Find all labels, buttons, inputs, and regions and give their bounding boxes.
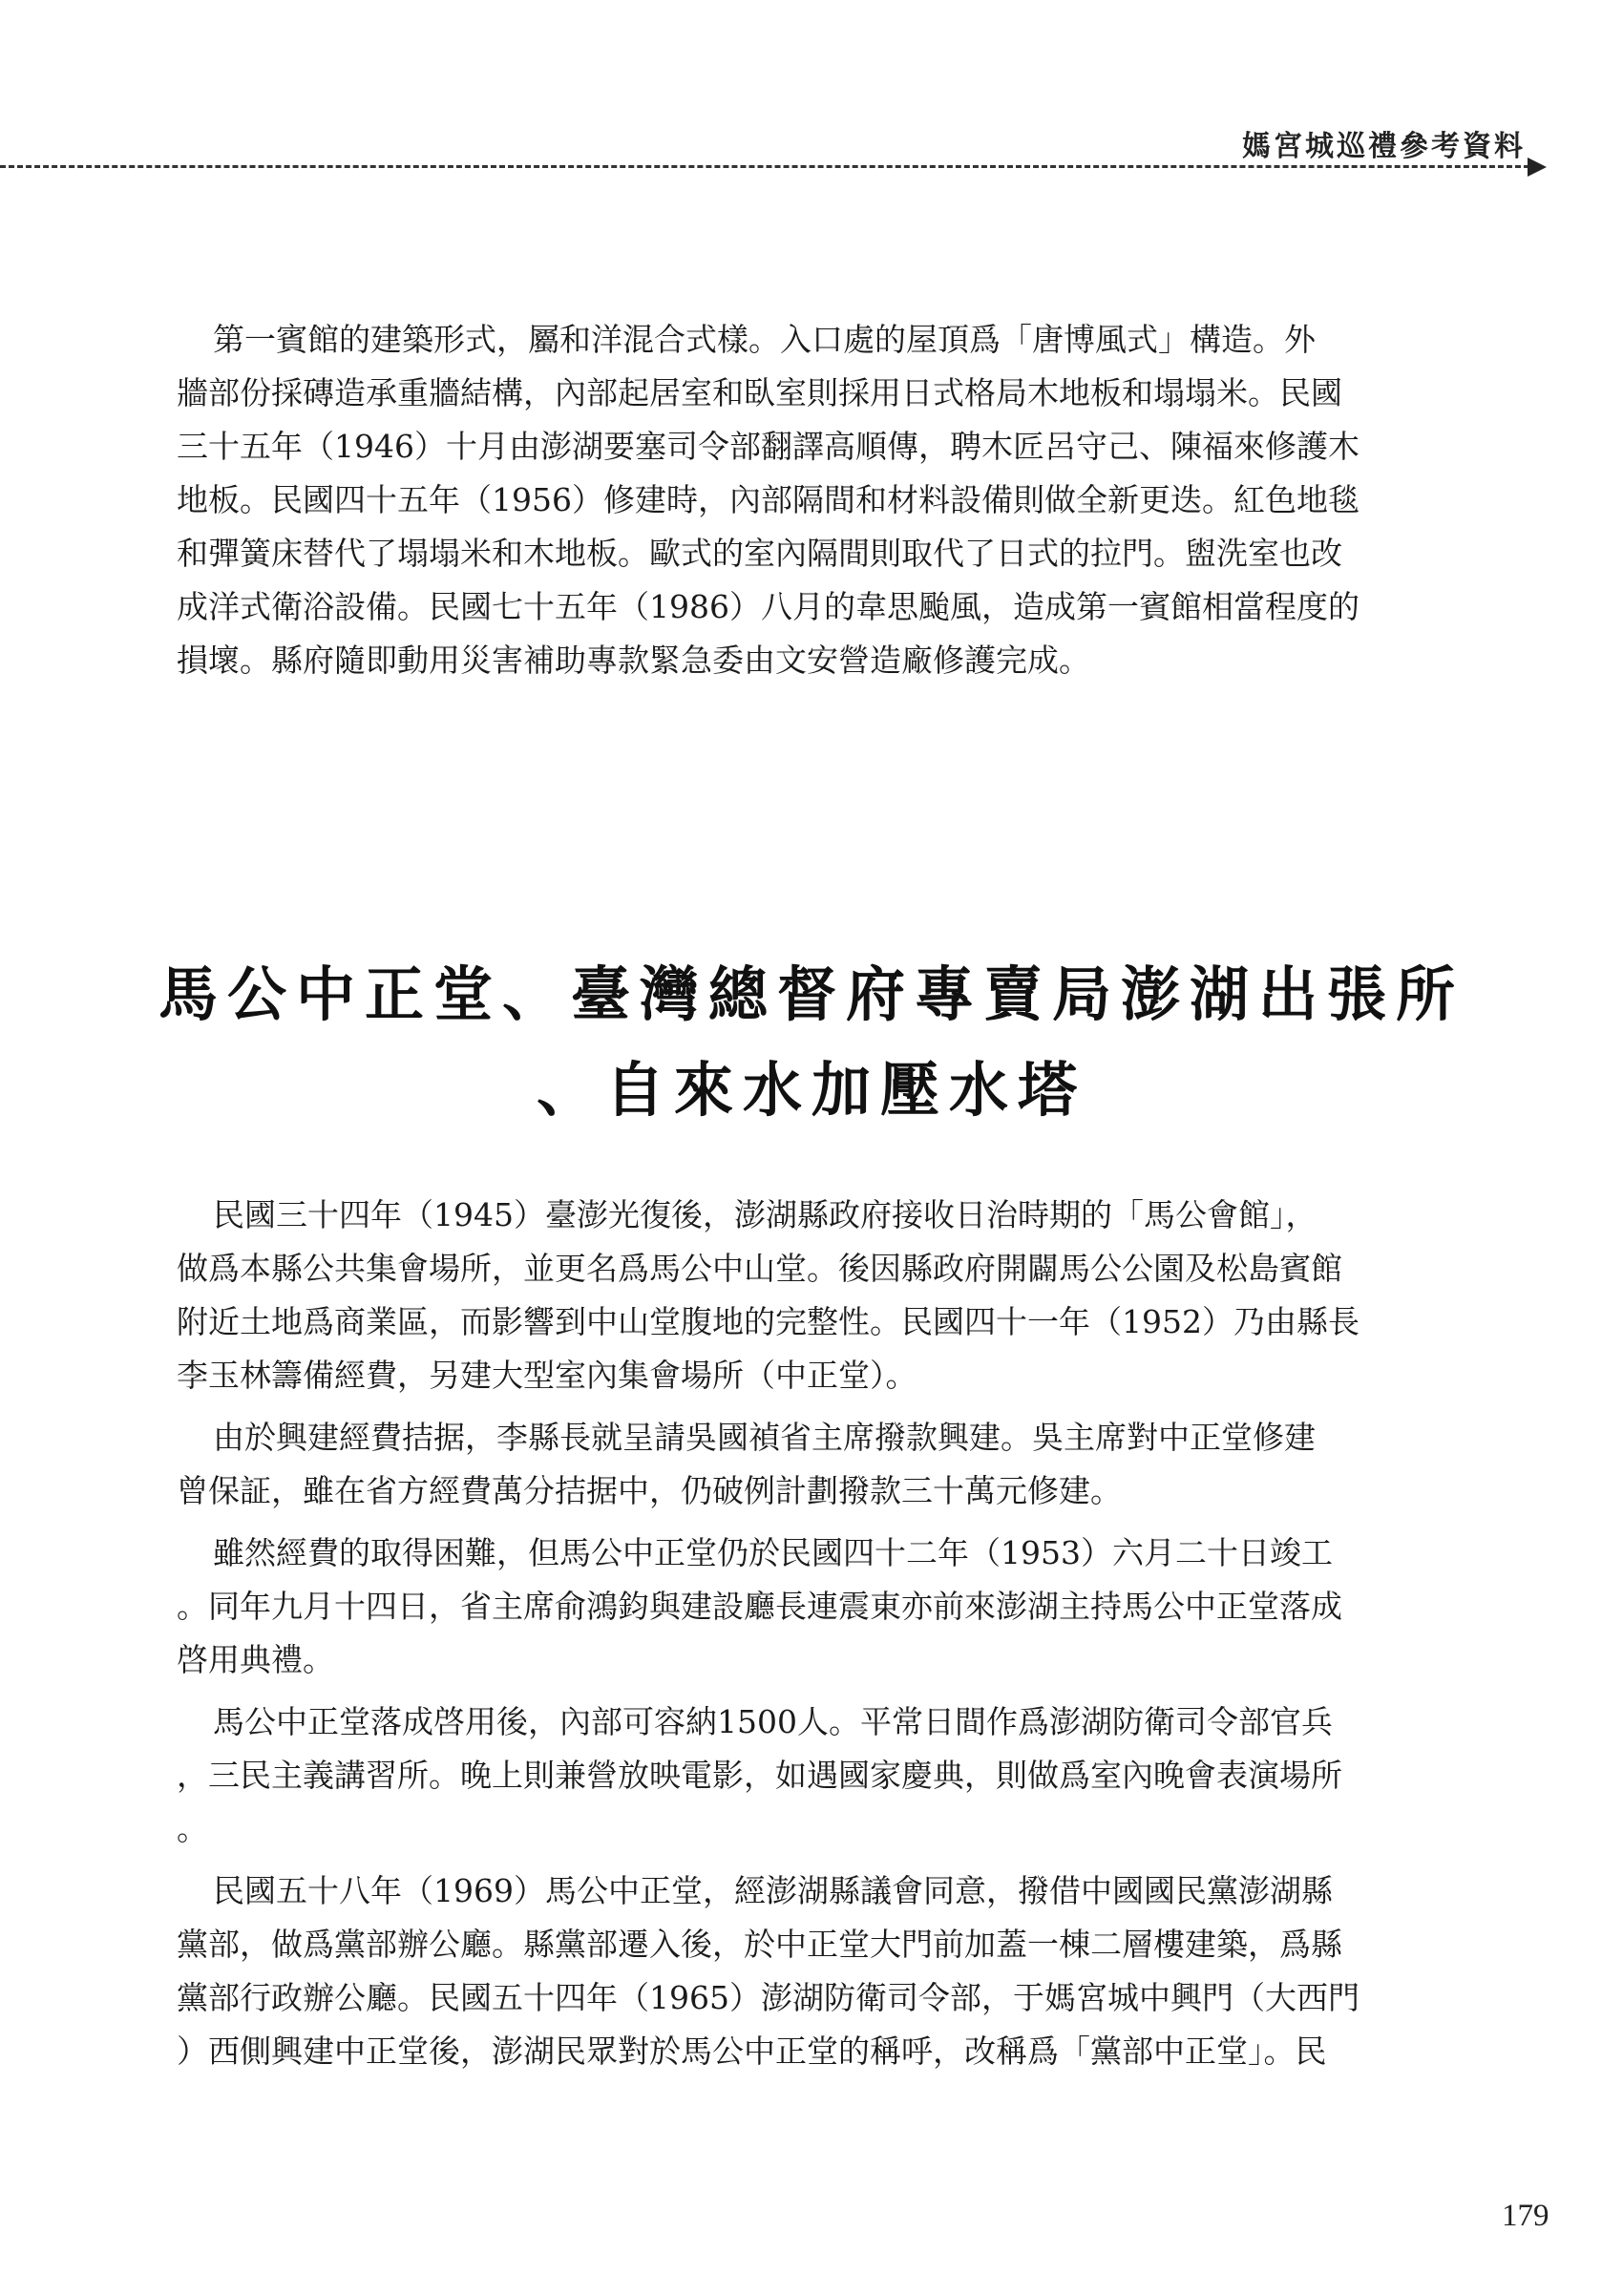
paragraph: 馬公中正堂落成啓用後，內部可容納1500人。平常日間作爲澎湖防衛司令部官兵 ，三民主義講習所。晚上則兼營放映電影，如遇國家慶典，則做爲室內晚會表演場所 。 — [177, 1703, 1342, 1847]
paragraph: 民國三十四年（1945）臺澎光復後，澎湖縣政府接收日治時期的「馬公會館」， 做爲本縣公共集會場所，並更名爲馬公中山堂。後因縣政府開闢馬公公園及松島賓館 附近土地爲商業區，而影響到中山堂腹地的完整性。民國四十一年（1952）乃由縣長 李玉林籌備經費，另建大型室內集會場所（中正堂）。 — [177, 1196, 1360, 1394]
paragraph: 民國五十八年（1969）馬公中正堂，經澎湖縣議會同意，撥借中國國民黨澎湖縣 黨部，做爲黨部辦公廳。縣黨部遷入後，於中正堂大門前加蓋一棟二層樓建築，爲縣 黨部行政辦公廳。民國五十四年（1965）澎湖防衛司令部，于媽宮城中興門（大西門 ）西側興建中正堂後，澎湖民眾對於馬公中正堂的稱呼，改稱爲「黨部中正堂」。民 — [177, 1872, 1360, 2070]
section-2-body — [177, 1189, 1399, 2087]
paragraph: 雖然經費的取得困難，但馬公中正堂仍於民國四十二年（1953）六月二十日竣工 。同年九月十四日，省主席俞鴻鈞與建設廳長連震東亦前來澎湖主持馬公中正堂落成 啓用典禮。 — [177, 1534, 1342, 1678]
arrow-right-icon — [1528, 158, 1547, 177]
section-1-body — [177, 313, 1399, 687]
running-header-title: 媽宮城巡禮參考資料 — [1242, 130, 1526, 163]
section-heading: 馬公中正堂、臺灣總督府專賣局澎湖出張所 、自來水加壓水塔 — [158, 959, 1465, 1125]
header-dashed-rule — [0, 165, 1529, 168]
paragraph: 由於興建經費拮据，李縣長就呈請吳國禎省主席撥款興建。吳主席對中正堂修建 曾保証，雖在省方經費萬分拮据中，仍破例計劃撥款三十萬元修建。 — [177, 1419, 1316, 1509]
paragraph: 第一賓館的建築形式，屬和洋混合式樣。入口處的屋頂爲「唐博風式」構造。外 牆部份採磚造承重牆結構，內部起居室和臥室則採用日式格局木地板和塌塌米。民國 三十五年（1946）十月由澎湖要塞司令部翻譯高順傳，聘木匠呂守己、陳福來修護木 地板。民國四十五年（1956）修建時，內部隔間和材料設備則做全新更迭。紅色地毯 和彈簧床替代了塌塌米和木地板。歐式的室內隔間則取代了日式的拉門。盥洗室也改 成洋式衛浴設備。民國七十五年（1986）八月的韋思颱風，造成第一賓館相當程度的 損壞。縣府隨即動用災害補助專款緊急委由文安營造廠修護完成。 — [177, 321, 1360, 679]
page-number: 179 — [1502, 2199, 1549, 2233]
